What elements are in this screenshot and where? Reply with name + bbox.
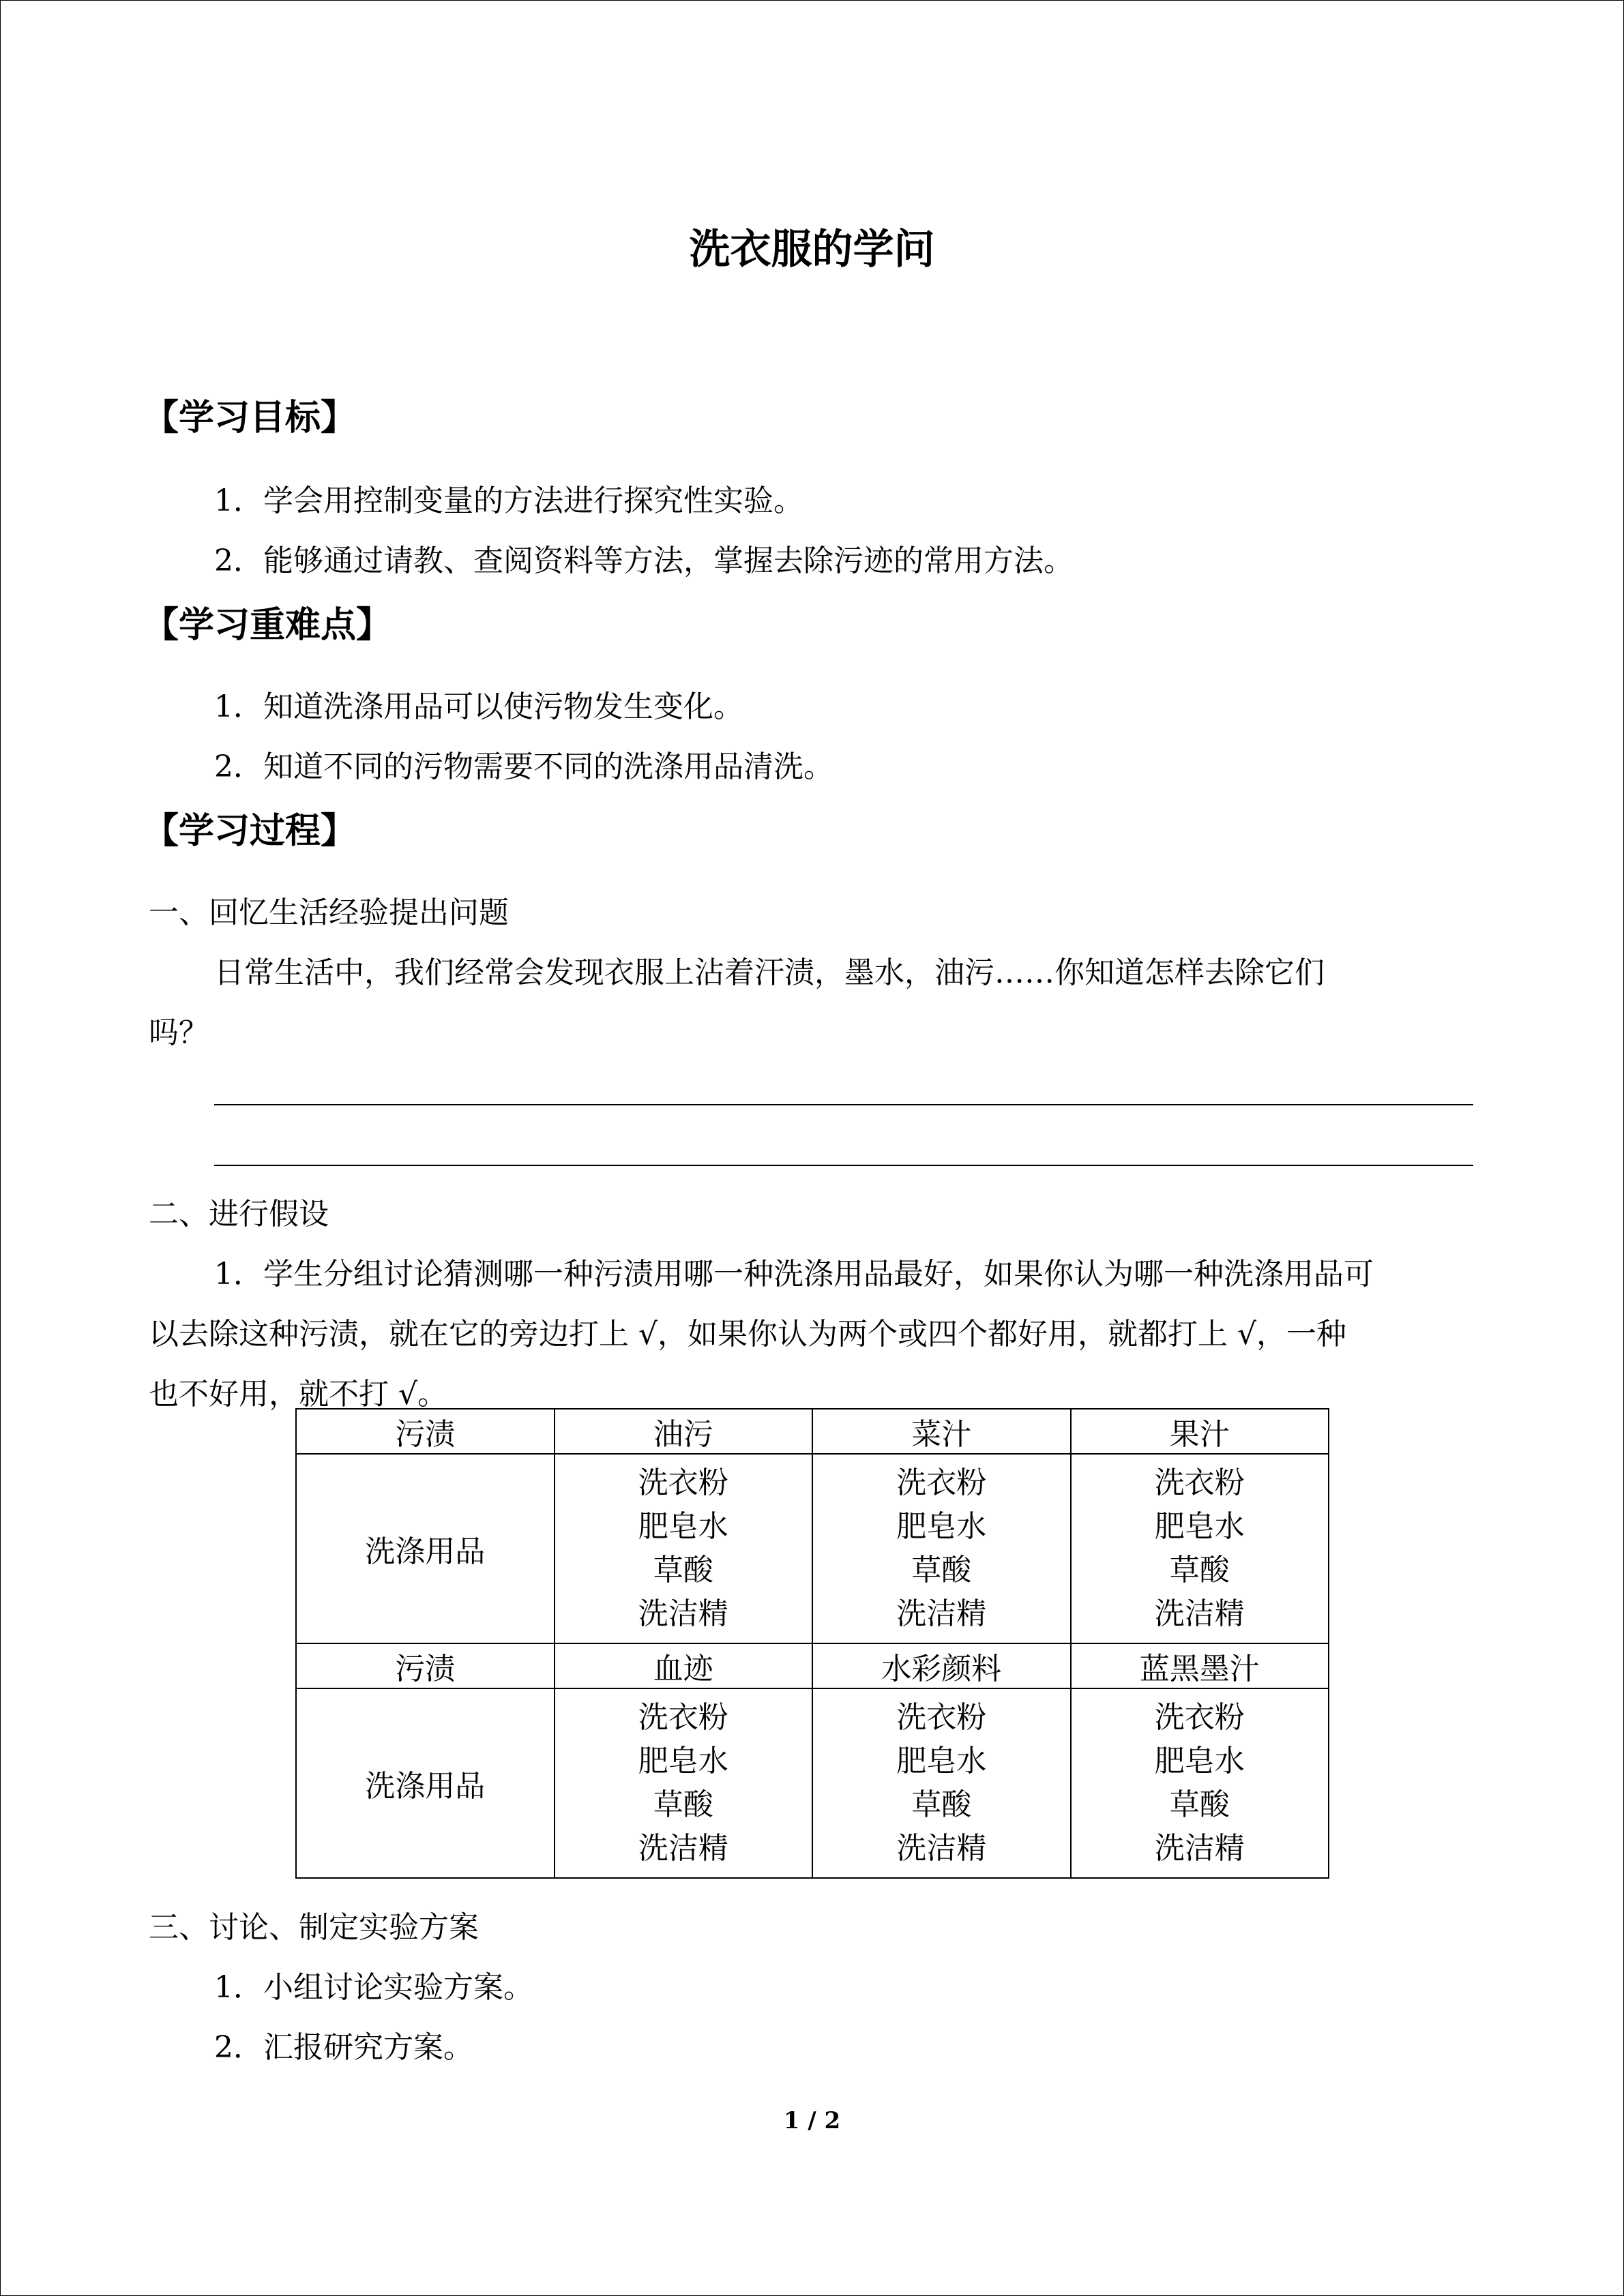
- stain-cell: 菜汁: [812, 1409, 1071, 1454]
- detergent-option[interactable]: 肥皂水: [896, 1744, 987, 1778]
- detergent-option[interactable]: 草酸: [911, 1787, 972, 1822]
- detergent-option[interactable]: 洗洁精: [638, 1831, 728, 1866]
- part1-title: 一、回忆生活经验提出问题: [149, 895, 509, 930]
- detergent-option[interactable]: 洗衣粉: [896, 1465, 987, 1500]
- detergent-option[interactable]: 洗衣粉: [1154, 1465, 1245, 1500]
- detergent-options-cell: [1071, 1454, 1329, 1643]
- detergent-option[interactable]: 洗衣粉: [1154, 1700, 1245, 1735]
- part2-paragraph-line1: 1．学生分组讨论猜测哪一种污渍用哪一种洗涤用品最好，如果你认为哪一种洗涤用品可: [214, 1257, 1374, 1292]
- part3-item-1: 1．小组讨论实验方案。: [214, 1970, 533, 2005]
- detergent-label-cell: 洗涤用品: [296, 1688, 555, 1878]
- part2-paragraph-line3: 也不好用，就不打 √。: [149, 1377, 448, 1412]
- stain-cell: 水彩颜料: [812, 1643, 1071, 1688]
- detergent-option[interactable]: 洗洁精: [896, 1831, 987, 1866]
- detergent-option[interactable]: 洗衣粉: [638, 1465, 728, 1500]
- detergent-options-cell: [555, 1688, 813, 1878]
- detergent-option[interactable]: 草酸: [1169, 1787, 1230, 1822]
- detergent-option[interactable]: 洗洁精: [1154, 1596, 1245, 1631]
- stain-cell: 果汁: [1071, 1409, 1329, 1454]
- detergent-option[interactable]: 洗洁精: [638, 1596, 728, 1631]
- key-point-item-1: 1．知道洗涤用品可以使污物发生变化。: [214, 689, 743, 724]
- detergent-option[interactable]: 洗洁精: [896, 1596, 987, 1631]
- detergent-options-cell: [1071, 1688, 1329, 1878]
- detergent-options-cell: [812, 1454, 1071, 1643]
- page-number: 1 / 2: [783, 2107, 841, 2134]
- part3-title: 三、讨论、制定实验方案: [149, 1910, 479, 1945]
- detergent-options-cell: [812, 1688, 1071, 1878]
- detergent-option[interactable]: 肥皂水: [638, 1744, 728, 1778]
- part1-paragraph-line2: 吗？: [149, 1015, 209, 1050]
- detergent-option[interactable]: 洗衣粉: [638, 1700, 728, 1735]
- key-point-item-2: 2．知道不同的污物需要不同的洗涤用品清洗。: [214, 749, 833, 784]
- detergent-label-cell: 洗涤用品: [296, 1454, 555, 1643]
- detergent-option[interactable]: 肥皂水: [638, 1509, 728, 1544]
- stain-cell: 油污: [555, 1409, 813, 1454]
- table-row: [296, 1454, 1329, 1643]
- part1-paragraph-line1: 日常生活中，我们经常会发现衣服上沾着汗渍，墨水，油污……你知道怎样去除它们: [214, 955, 1325, 990]
- detergent-option[interactable]: 肥皂水: [1154, 1744, 1245, 1778]
- detergent-option[interactable]: 草酸: [653, 1787, 713, 1822]
- part3-item-2: 2．汇报研究方案。: [214, 2030, 473, 2065]
- part2-title: 二、进行假设: [149, 1197, 329, 1232]
- stain-label-cell: 污渍: [296, 1643, 555, 1688]
- detergent-option[interactable]: 肥皂水: [1154, 1509, 1245, 1544]
- part2-paragraph-line2: 以去除这种污渍，就在它的旁边打上 √，如果你认为两个或四个都好用，就都打上 √，一种: [149, 1317, 1347, 1352]
- detergent-option[interactable]: 洗洁精: [1154, 1831, 1245, 1866]
- table-row: [296, 1643, 1329, 1688]
- detergent-option[interactable]: 草酸: [911, 1553, 972, 1587]
- stain-cell: 血迹: [555, 1643, 813, 1688]
- detergent-option[interactable]: 草酸: [653, 1553, 713, 1587]
- page-title: 洗衣服的学问: [689, 226, 935, 273]
- table-row: [296, 1409, 1329, 1454]
- detergent-options-cell: [555, 1454, 813, 1643]
- heading-learning-process: 【学习过程】: [143, 811, 357, 852]
- detergent-option[interactable]: 草酸: [1169, 1553, 1230, 1587]
- stain-detergent-table: [295, 1408, 1329, 1879]
- answer-line-1: [214, 1104, 1473, 1105]
- goal-item-2: 2．能够通过请教、查阅资料等方法，掌握去除污迹的常用方法。: [214, 543, 1074, 578]
- heading-learning-goals: 【学习目标】: [143, 398, 357, 438]
- stain-cell: 蓝黑墨汁: [1071, 1643, 1329, 1688]
- stain-label-cell: 污渍: [296, 1409, 555, 1454]
- goal-item-1: 1．学会用控制变量的方法进行探究性实验。: [214, 483, 803, 518]
- heading-key-points: 【学习重难点】: [143, 605, 392, 646]
- answer-line-2: [214, 1165, 1473, 1166]
- table-row: [296, 1688, 1329, 1878]
- detergent-option[interactable]: 肥皂水: [896, 1509, 987, 1544]
- detergent-option[interactable]: 洗衣粉: [896, 1700, 987, 1735]
